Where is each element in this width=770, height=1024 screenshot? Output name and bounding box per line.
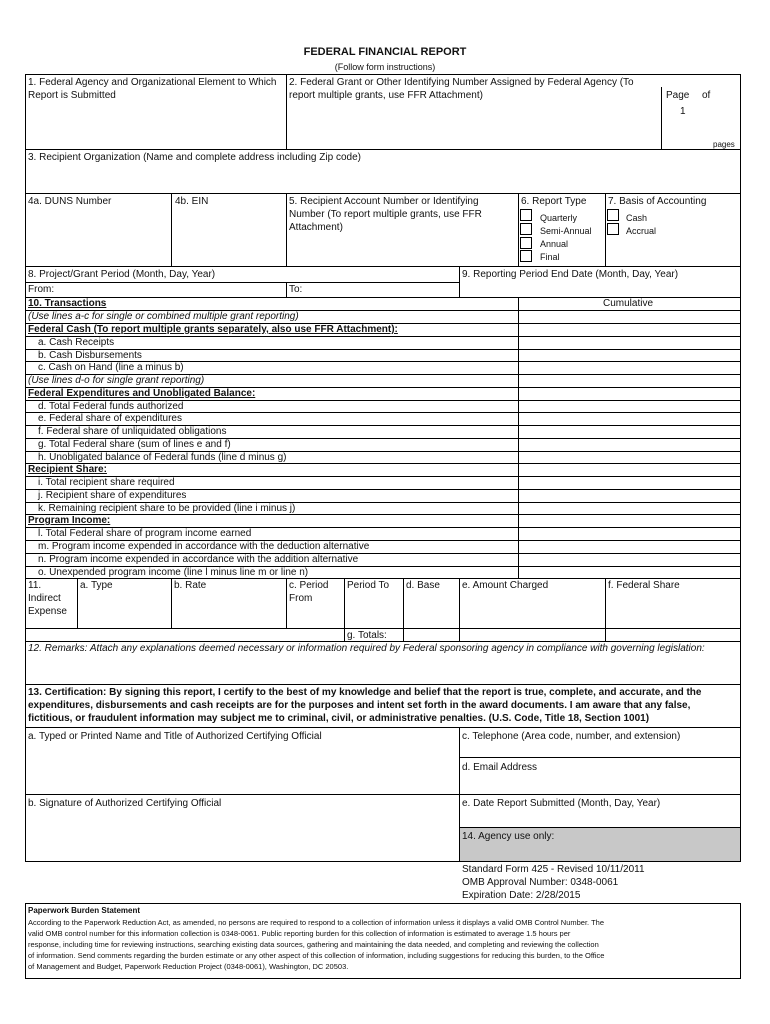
accounting-accrual-label: Accrual (626, 226, 657, 236)
box11-period-to-header: Period To (347, 580, 390, 591)
line-o-label: o. Unexpended program income (line l minus line m or line n) (38, 567, 309, 578)
box11-label-1: 11. (28, 580, 42, 591)
cumulative-header: Cumulative (603, 298, 654, 309)
box11-fedshare-header: f. Federal Share (608, 580, 680, 591)
report-type-annual-label: Annual (540, 239, 569, 249)
form-number: Standard Form 425 - Revised 10/11/2011 (462, 864, 645, 875)
box14-label: 14. Agency use only: (462, 831, 555, 842)
accounting-accrual-checkbox[interactable] (607, 223, 619, 235)
burden-line5: of Management and Budget, Paperwork Reduction Project (0348-0061), Washington, DC 20503. (28, 962, 349, 971)
accounting-cash-label: Cash (626, 213, 648, 223)
recipient-share-heading: Recipient Share: (28, 464, 107, 475)
line-c-label: c. Cash on Hand (line a minus b) (38, 362, 184, 373)
page-of-label: of (702, 90, 711, 101)
box10-label: 10. Transactions (28, 298, 107, 309)
box4a-label: 4a. DUNS Number (28, 196, 112, 207)
box11-label-2: Indirect (28, 593, 61, 604)
box7-label: 7. Basis of Accounting (608, 196, 707, 207)
program-income-heading: Program Income: (28, 515, 111, 526)
box1-label-line1: 1. Federal Agency and Organizational Element to Which (28, 77, 277, 88)
line-n-label: n. Program income expended in accordance with the addition alternative (38, 554, 359, 565)
report-type-semiannual-checkbox[interactable] (520, 223, 532, 235)
box13a-label: a. Typed or Printed Name and Title of Authorized Certifying Official (28, 731, 322, 742)
page-label: Page (666, 90, 690, 101)
box5-label-line1: 5. Recipient Account Number or Identifying (289, 196, 479, 207)
line-m-label: m. Program income expended in accordance with the deduction alternative (38, 541, 370, 552)
box13-cert-line3: fictitious, or fraudulent information may subject me to criminal, civil, or administrative penalties. (U.S. Code, Title 18, Section 1001) (28, 713, 650, 724)
page-number: 1 (680, 106, 686, 117)
burden-line3: response, including time for reviewing instructions, searching existing data sources, gathering and maintaining the data needed, and completing and reviewing the collection (28, 940, 599, 949)
line-h-label: h. Unobligated balance of Federal funds (line d minus g) (38, 452, 287, 463)
report-type-quarterly-checkbox[interactable] (520, 209, 532, 221)
box2-label-line2: report multiple grants, use FFR Attachment) (289, 90, 483, 101)
line-f-label: f. Federal share of unliquidated obligations (38, 426, 227, 437)
line-e-label: e. Federal share of expenditures (38, 413, 182, 424)
line-a-label: a. Cash Receipts (38, 337, 115, 348)
line-i-label: i. Total recipient share required (38, 477, 175, 488)
line-j-label: j. Recipient share of expenditures (38, 490, 187, 501)
burden-line4: of information. Send comments regarding the burden estimate or any other aspect of this collection of information, including suggestions for reducing this burden, to the Office (28, 951, 605, 960)
report-type-final-checkbox[interactable] (520, 250, 532, 262)
box8-to-label: To: (289, 284, 303, 295)
box13-cert-line1: 13. Certification: By signing this report, I certify to the best of my knowledge and belief that the report is true, complete, and accurate, and the (28, 687, 702, 698)
box13d-label: d. Email Address (462, 762, 538, 773)
box11-rate-header: b. Rate (174, 580, 207, 591)
federal-expenditures-heading: Federal Expenditures and Unobligated Balance: (28, 388, 256, 399)
box11-type-header: a. Type (80, 580, 113, 591)
box13b-label: b. Signature of Authorized Certifying Official (28, 798, 222, 809)
box5-label-line3: Attachment) (289, 222, 343, 233)
box11-amount-header: e. Amount Charged (462, 580, 549, 591)
burden-statement-title: Paperwork Burden Statement (28, 906, 141, 915)
box2-label-line1: 2. Federal Grant or Other Identifying Number Assigned by Federal Agency (To (289, 77, 634, 88)
report-type-semiannual-label: Semi-Annual (540, 226, 592, 236)
box4b-label: 4b. EIN (175, 196, 209, 207)
box11-label-3: Expense (28, 606, 67, 617)
report-type-final-label: Final (540, 252, 560, 262)
box5-label-line2: Number (To report multiple grants, use FFR (289, 209, 482, 220)
federal-cash-heading: Federal Cash (To report multiple grants separately, also use FFR Attachment): (28, 324, 398, 335)
box11-totals-label: g. Totals: (347, 630, 387, 641)
burden-line1: According to the Paperwork Reduction Act, as amended, no persons are required to respond to a collection of information unless it displays a valid OMB Control Number. The (28, 918, 605, 927)
expiration-date: Expiration Date: 2/28/2015 (462, 890, 581, 901)
line-b-label: b. Cash Disbursements (38, 350, 142, 361)
burden-line2: valid OMB control number for this information collection is 0348-0061. Public reporting burden for this collection of information is estimated to average 1.5 hours per (28, 929, 571, 938)
box12-label: 12. Remarks: Attach any explanations deemed necessary or information required by Federal sponsoring agency in compliance with governing legislation: (28, 643, 705, 654)
report-type-quarterly-label: Quarterly (540, 213, 578, 223)
box11-period-from-header-2: From (289, 593, 313, 604)
box8-from-label: From: (28, 284, 55, 295)
line-l-label: l. Total Federal share of program income earned (38, 528, 252, 539)
box3-label: 3. Recipient Organization (Name and complete address including Zip code) (28, 152, 361, 163)
form-subtitle: (Follow form instructions) (334, 62, 436, 72)
pages-label: pages (713, 140, 735, 149)
box10-note1: (Use lines a-c for single or combined multiple grant reporting) (28, 311, 299, 322)
box1-label-line2: Report is Submitted (28, 90, 116, 101)
line-d-label: d. Total Federal funds authorized (38, 401, 184, 412)
box13e-label: e. Date Report Submitted (Month, Day, Year) (462, 798, 661, 809)
box8-label: 8. Project/Grant Period (Month, Day, Year) (28, 269, 216, 280)
box10-note2: (Use lines d-o for single grant reporting) (28, 375, 205, 386)
omb-approval-number: OMB Approval Number: 0348-0061 (462, 877, 619, 888)
line-k-label: k. Remaining recipient share to be provided (line i minus j) (38, 503, 296, 514)
box6-label: 6. Report Type (521, 196, 587, 207)
box13c-label: c. Telephone (Area code, number, and extension) (462, 731, 681, 742)
accounting-cash-checkbox[interactable] (607, 209, 619, 221)
box11-base-header: d. Base (406, 580, 440, 591)
line-g-label: g. Total Federal share (sum of lines e and f) (38, 439, 231, 450)
report-type-annual-checkbox[interactable] (520, 237, 532, 249)
box11-period-from-header-1: c. Period (289, 580, 329, 591)
box13-cert-line2: expenditures, disbursements and cash receipts are for the purposes and intent set forth in the award documents. I am aware that any false, (28, 700, 691, 711)
form-title: FEDERAL FINANCIAL REPORT (303, 46, 467, 58)
box9-label: 9. Reporting Period End Date (Month, Day, Year) (462, 269, 679, 280)
